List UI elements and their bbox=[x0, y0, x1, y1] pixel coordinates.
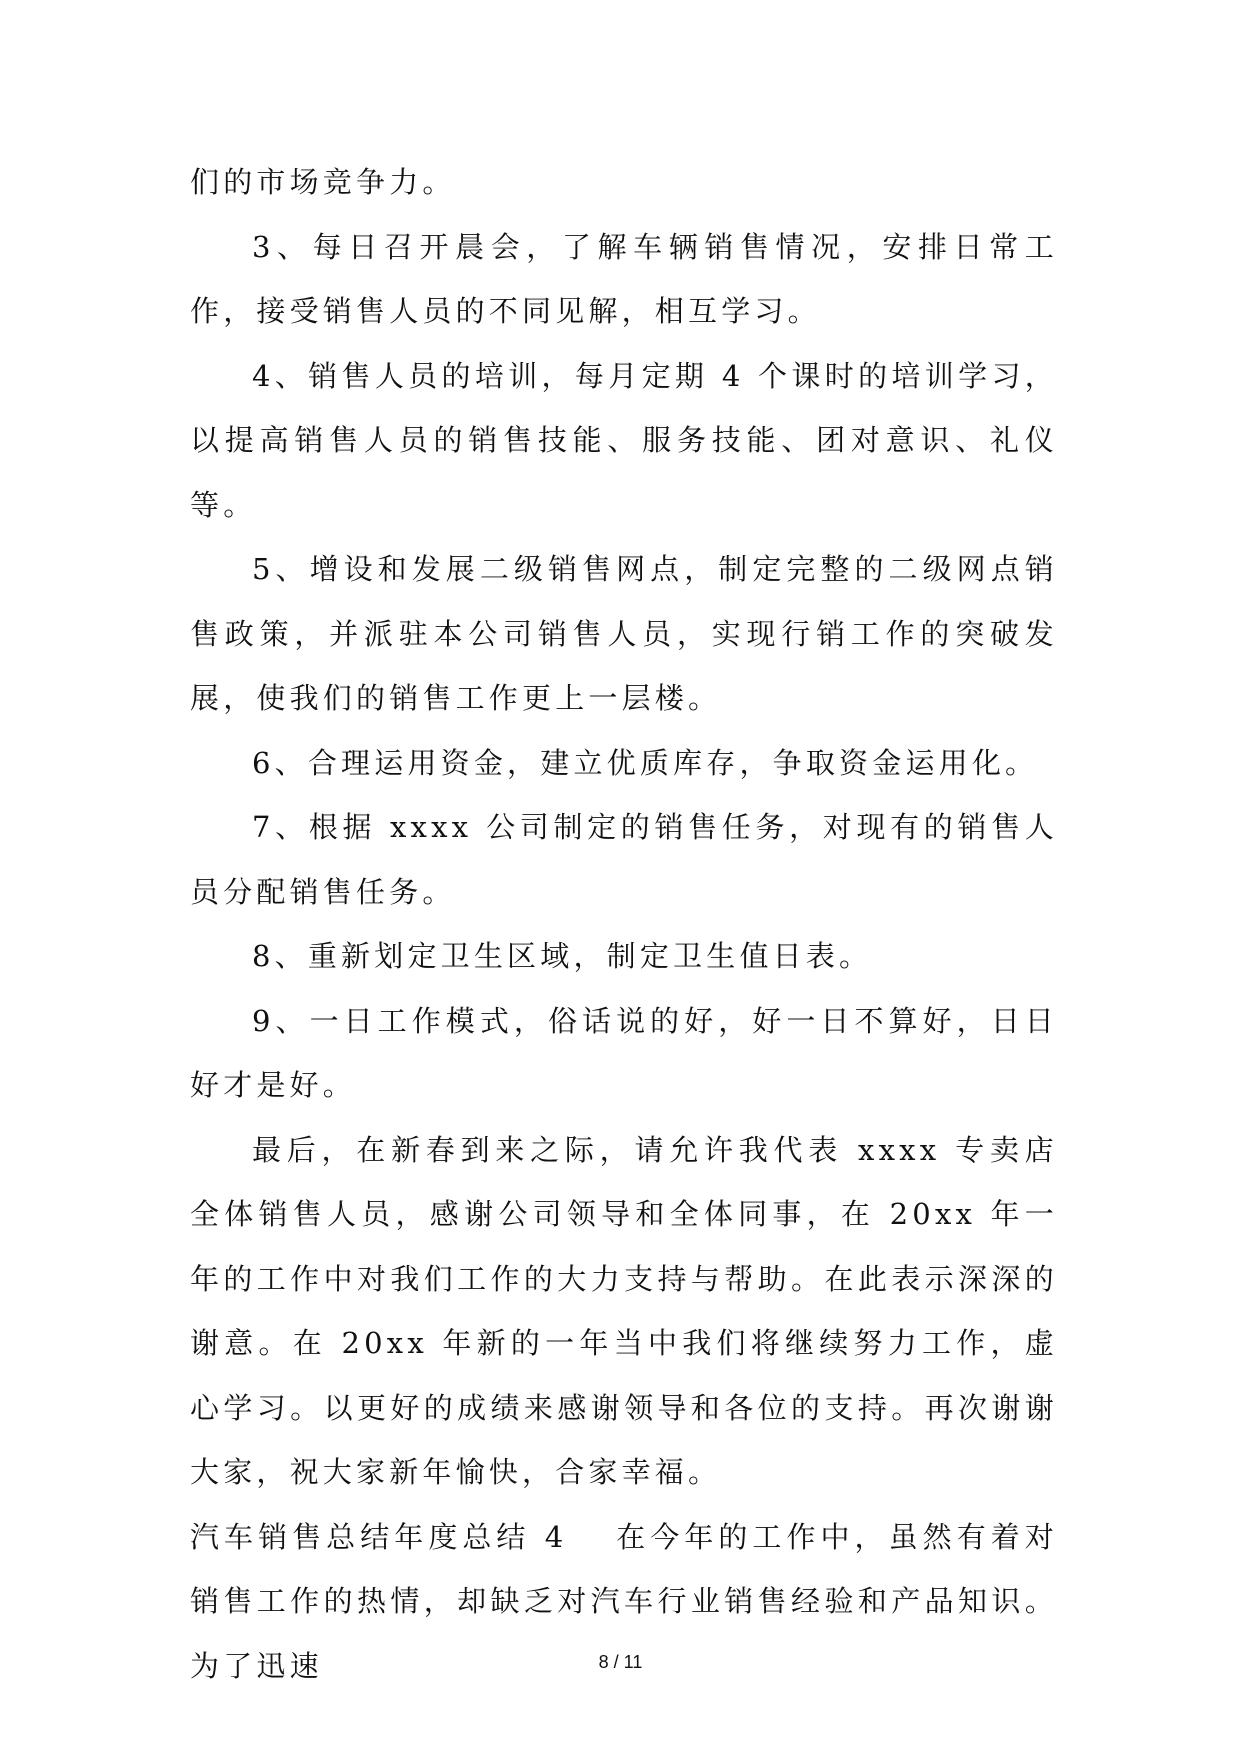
paragraph: 最后，在新春到来之际，请允许我代表 xxxx 专卖店全体销售人员，感谢公司领导和全体同事，在 20xx 年一年的工作中对我们工作的大力支持与帮助。在此表示深深的谢意。在 20xx 年新的一年当中我们将继续努力工作，虚心学习。以更好的成绩来感谢领导和各位的支持。再次谢谢大家，祝大家新年愉快，合家幸福。 bbox=[190, 1132, 1058, 1489]
section-body: 在今年的工作中，虽然有着对销售工作的热情，却缺乏对汽车行业销售经验和产品知识。为了迅速 bbox=[190, 1519, 1058, 1683]
paragraph: 7、根据 xxxx 公司制定的销售任务，对现有的销售人员分配销售任务。 bbox=[190, 810, 1058, 909]
paragraph: 6、合理运用资金，建立优质库存，争取资金运用化。 bbox=[252, 745, 1039, 780]
paragraph: 5、增设和发展二级销售网点，制定完整的二级网点销售政策，并派驻本公司销售人员，实现行销工作的突破发展，使我们的销售工作更上一层楼。 bbox=[190, 552, 1058, 715]
page-number: 8 / 11 bbox=[598, 1652, 643, 1672]
paragraph: 8、重新划定卫生区域，制定卫生值日表。 bbox=[252, 939, 873, 973]
section-title: 汽车销售总结年度总结 4 bbox=[190, 1519, 568, 1554]
paragraph: 们的市场竞争力。 bbox=[190, 165, 456, 199]
document-body bbox=[190, 150, 1058, 1698]
paragraph: 9、一日工作模式，俗话说的好，好一日不算好，日日好才是好。 bbox=[190, 1003, 1058, 1102]
paragraph: 4、销售人员的培训，每月定期 4 个课时的培训学习，以提高销售人员的销售技能、服务技能、团对意识、礼仪等。 bbox=[190, 358, 1058, 522]
paragraph: 3、每日召开晨会，了解车辆销售情况，安排日常工作，接受销售人员的不同见解，相互学习。 bbox=[190, 229, 1058, 328]
